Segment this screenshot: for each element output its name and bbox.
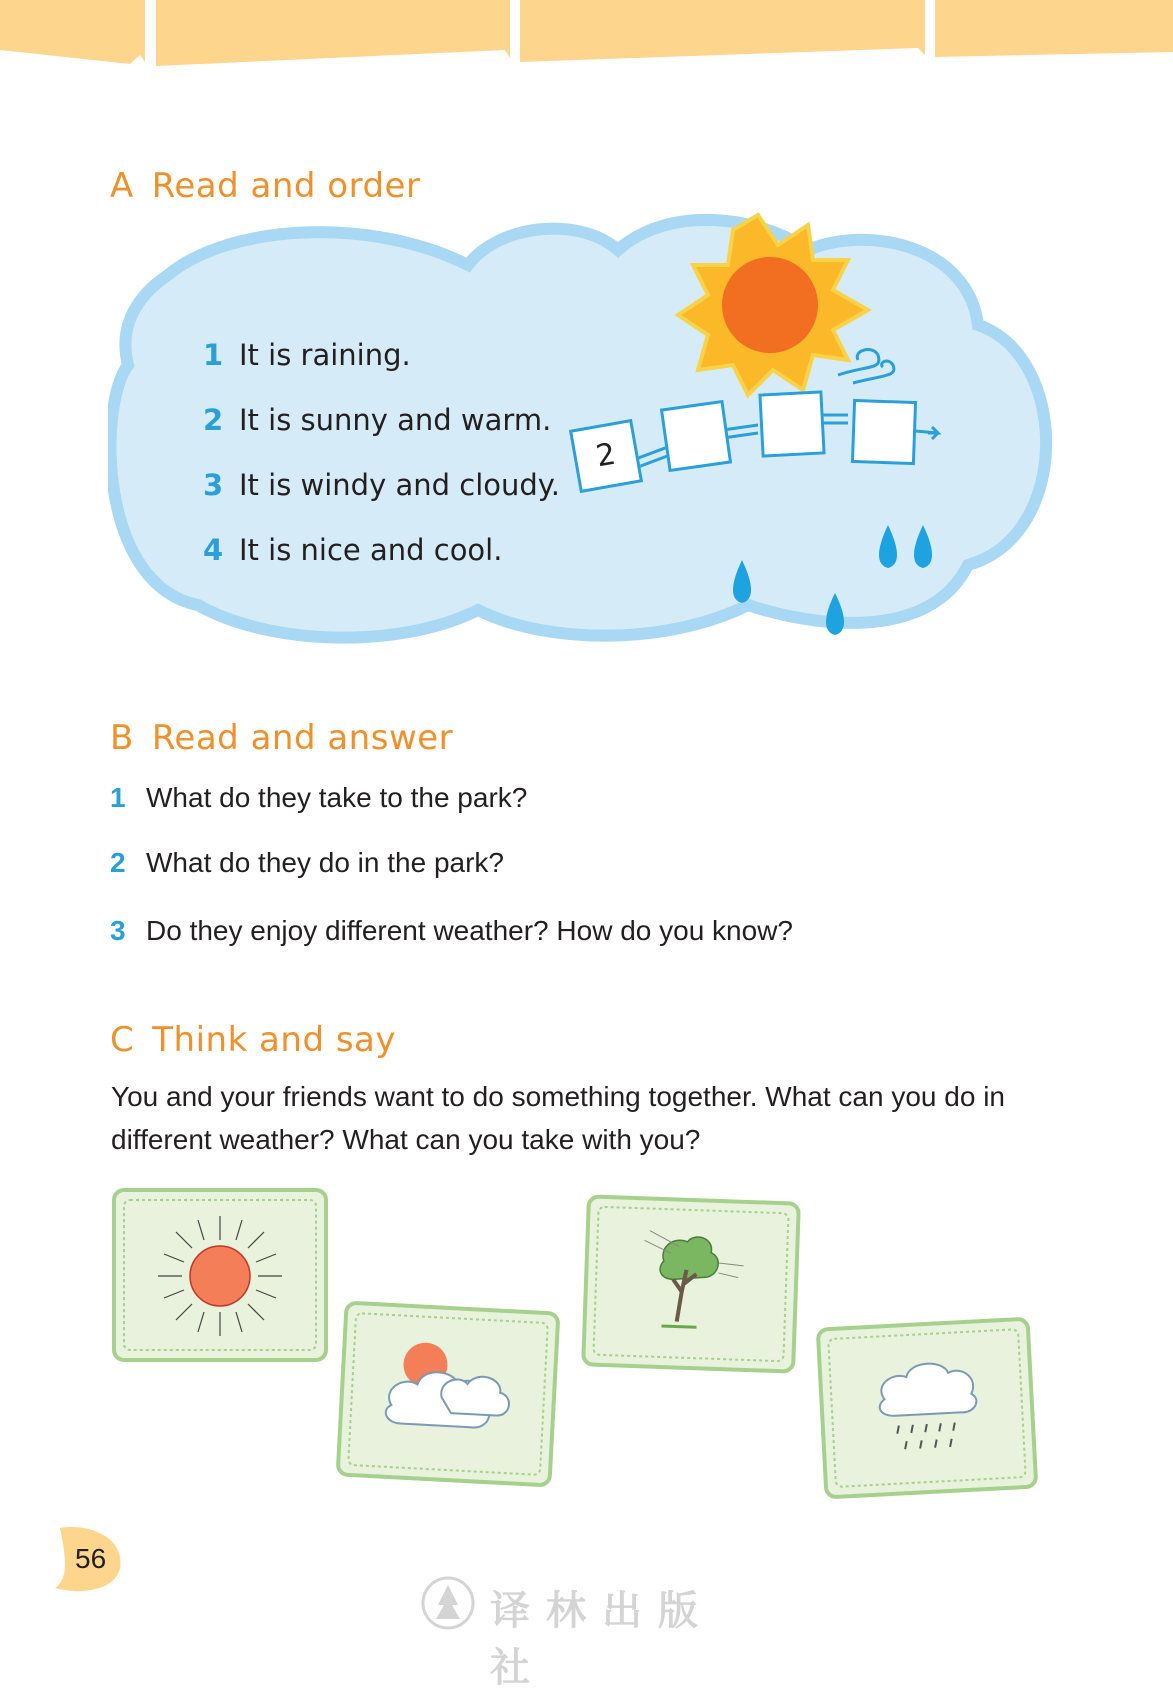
publisher-name: 译林出版社 <box>490 1587 714 1691</box>
order-item-text: It is windy and cloudy. <box>239 468 561 502</box>
weather-card-rainy <box>810 1312 1046 1504</box>
section-c-paragraph: You and your friends want to do something together. What can you do in different weather? What can you take with you? <box>111 1081 1005 1155</box>
order-item <box>203 468 560 502</box>
weather-card-sunny <box>112 1188 330 1364</box>
order-item-number: 2 <box>203 403 224 437</box>
question-number: 3 <box>110 915 126 946</box>
weather-card-windy <box>578 1192 804 1376</box>
publisher-logo-icon <box>420 1575 476 1631</box>
section-c-letter: C <box>110 1020 135 1060</box>
order-item-number: 3 <box>203 468 224 502</box>
order-item <box>203 533 502 567</box>
section-a-heading <box>110 166 420 206</box>
weather-card-partly-cloudy <box>332 1298 564 1490</box>
section-c-title: Think and say <box>152 1020 397 1060</box>
page-number-badge <box>50 1523 130 1595</box>
order-box-1-value: 2 <box>593 436 619 475</box>
question-item <box>110 847 504 879</box>
question-text: What do they take to the park? <box>146 782 528 813</box>
question-text: Do they enjoy different weather? How do you know? <box>146 915 793 946</box>
order-item-text: It is raining. <box>239 338 411 372</box>
section-b-letter: B <box>110 718 134 758</box>
order-item-text: It is nice and cool. <box>239 533 503 567</box>
question-item <box>110 782 527 814</box>
order-box-3[interactable] <box>758 390 825 457</box>
question-number: 2 <box>110 847 126 878</box>
order-item <box>203 338 411 372</box>
question-item <box>110 915 793 947</box>
question-text: What do they do in the park? <box>146 847 504 878</box>
order-item <box>203 403 551 437</box>
section-a-letter: A <box>110 166 134 206</box>
section-b-heading <box>110 718 453 758</box>
order-box-1[interactable] <box>569 419 643 493</box>
order-item-number: 4 <box>203 533 224 567</box>
section-a-title: Read and order <box>151 166 421 206</box>
top-decorative-band <box>0 0 1173 70</box>
page-number: 56 <box>75 1543 107 1574</box>
question-number: 1 <box>110 782 126 813</box>
order-item-number: 1 <box>203 338 224 372</box>
order-box-4[interactable] <box>851 399 917 465</box>
section-b-title: Read and answer <box>151 718 454 758</box>
order-box-2[interactable] <box>660 400 732 472</box>
section-c-heading <box>110 1020 396 1060</box>
publisher-watermark <box>420 1573 760 1691</box>
order-item-text: It is sunny and warm. <box>239 403 552 437</box>
